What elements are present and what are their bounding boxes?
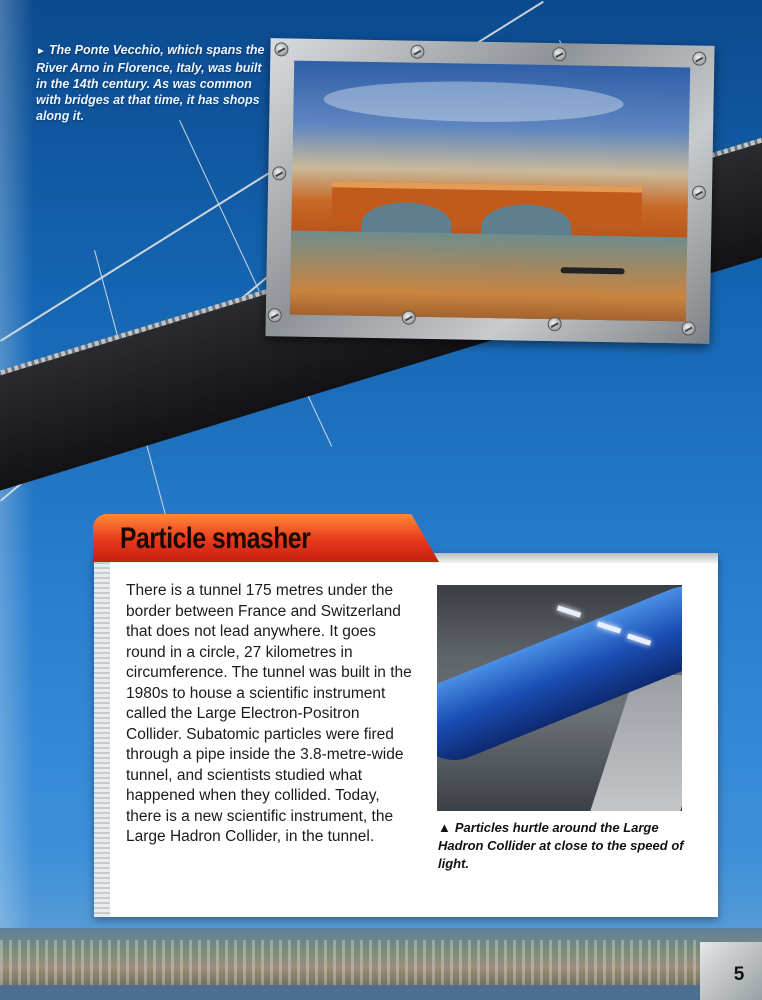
page-fold-shadow	[0, 0, 34, 1000]
rowing-boat	[561, 267, 625, 274]
tunnel-light	[557, 605, 581, 617]
screw-icon	[692, 186, 706, 200]
ponte-vecchio-caption	[36, 42, 266, 124]
screw-icon	[552, 47, 566, 61]
screw-icon	[272, 166, 286, 180]
screw-icon	[410, 45, 424, 59]
screw-icon	[274, 42, 288, 56]
section-body-text: There is a tunnel 175 metres under the border between France and Switzerland that does not lead anywhere. It goes round in a circle, 27 kilometres in circumference. The tunnel was built in the 1980s to house a scientific instrument called the Large Electron-Positron Collider. Subatomic particles were fired through a pipe inside the 3.8-metre-wide tunnel, and scientists studied what happened when they collided. Today, there is a new scientific instrument, the Large Hadron Collider, in the tunnel.	[126, 582, 412, 845]
ponte-vecchio-caption-text: The Ponte Vecchio, which spans the River Arno in Florence, Italy, was built in the 14th century. As was common with bridges at that time, it has shops along it.	[36, 43, 265, 123]
page-number: 5	[733, 964, 745, 985]
water	[0, 985, 762, 1000]
lhc-caption	[438, 819, 688, 873]
screw-icon	[268, 308, 282, 322]
arrow-right-icon: ►	[36, 46, 46, 57]
triangle-up-icon: ▲	[438, 820, 451, 835]
section-heading: Particle smasher	[120, 522, 311, 555]
cloud	[323, 79, 624, 124]
lhc-caption-text: Particles hurtle around the Large Hadron Collider at close to the speed of light.	[438, 820, 684, 871]
screw-icon	[548, 317, 562, 331]
ponte-vecchio-photo	[290, 61, 690, 322]
ponte-vecchio-photo-frame	[265, 38, 714, 344]
screw-icon	[682, 321, 696, 335]
city-buildings	[0, 940, 700, 990]
screw-icon	[692, 52, 706, 66]
river-arno	[290, 231, 687, 322]
panel-left-edge	[94, 562, 110, 917]
screw-icon	[402, 310, 416, 324]
large-hadron-collider-photo	[437, 585, 682, 811]
